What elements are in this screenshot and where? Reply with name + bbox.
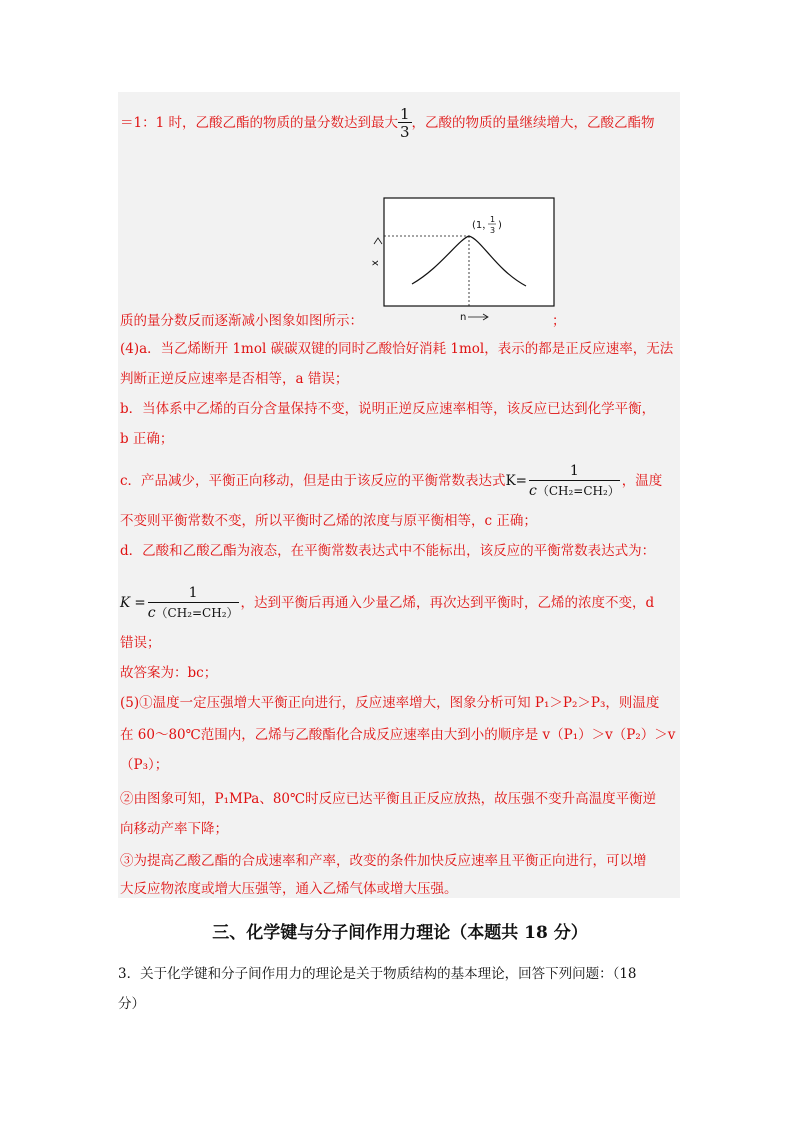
mole-fraction-graph [370,196,560,326]
equilibrium-k-symbol: K= [505,473,527,489]
question-3-line-1: 3．关于化学键和分子间作用力的理论是关于物质结构的基本理论，回答下列问题：（18 [118,966,637,982]
answer-line-19: 大反应物浓度或增大压强等，通入乙烯气体或增大压强。 [120,881,458,897]
fraction-denominator [529,481,620,501]
x-axis-label: n [460,312,467,323]
line-text: ＝1：1 时，乙酸乙酯的物质的量分数达到最大 [120,115,398,131]
line-text: ，温度 [621,473,663,489]
fraction-denominator: 3 [399,123,410,141]
answer-line-18: ③为提高乙酸乙酯的合成速率和产率，改变的条件加快反应速率且平衡正向进行，可以增 [120,853,647,869]
line-text: ； [552,313,566,329]
fraction-one-third [398,106,412,141]
answer-line-7 [120,462,662,501]
answer-line-2-tail [552,312,566,330]
max-point-label: (1， [472,220,493,231]
answer-line-10 [120,584,654,623]
equilibrium-constant-fraction [148,584,239,623]
max-point-fraction-denominator: 3 [490,226,496,235]
fraction-numerator: 1 [399,105,410,123]
fraction-denominator [148,603,239,623]
answer-line-11: 错误； [120,635,161,651]
max-point-close-paren: ) [498,220,502,231]
answer-line-2 [120,312,363,330]
answer-line-12: 故答案为：bc； [120,665,218,681]
max-point-fraction-numerator: 1 [490,215,496,224]
y-axis-label: x [370,260,381,266]
answer-line-14: 在 60～80℃范围内，乙烯与乙酸酯化合成反应速率由大到小的顺序是 v（P₁）＞v（P₂）＞v [120,727,676,743]
equilibrium-k-symbol: K = [120,595,146,611]
answer-line-15: （P₃）； [120,757,169,773]
answer-line-1 [120,106,655,141]
line-text: 质的量分数反而逐渐减小图象如图所示： [120,313,363,329]
answer-line-16: ②由图象可知，P₁MPa、80℃时反应已达平衡且正反应放热，故压强不变升高温度平衡逆 [120,791,657,807]
concentration-symbol: c [147,605,156,621]
ethylene-formula: （CH₂=CH₂） [536,484,620,498]
question-3-line-2: 分） [118,996,145,1012]
line-text: c．产品减少，平衡正向移动，但是由于该反应的平衡常数表达式 [120,473,506,489]
y-axis-arrow-icon [374,238,382,244]
answer-line-5: b．当体系中乙烯的百分含量保持不变，说明正逆反应速率相等，该反应已达到化学平衡， [120,401,656,417]
line-text: ，达到平衡后再通入少量乙烯，再次达到平衡时，乙烯的浓度不变，d [240,595,655,611]
fraction-numerator: 1 [529,462,620,481]
answer-line-3: (4)a．当乙烯断开 1mol 碳碳双键的同时乙酸恰好消耗 1mol，表示的都是正反应速率，无法 [120,341,674,357]
answer-line-17: 向移动产率下降； [120,821,228,837]
answer-line-6: b 正确； [120,431,174,447]
line-text: ，乙酸的物质的量继续增大，乙酸乙酯物 [411,115,655,131]
section-title: 三、化学键与分子间作用力理论（本题共 18 分） [212,923,588,943]
answer-line-4: 判断正逆反应速率是否相等，a 错误； [120,371,349,387]
equilibrium-constant-fraction [529,462,620,501]
concentration-symbol: c [528,483,537,499]
ethylene-formula: （CH₂=CH₂） [155,606,239,620]
answer-line-8: 不变则平衡常数不变，所以平衡时乙烯的浓度与原平衡相等，c 正确； [120,513,537,529]
answer-line-13: (5)①温度一定压强增大平衡正向进行，反应速率增大，图象分析可知 P₁＞P₂＞P₃，则温度 [120,695,660,711]
answer-line-9: d．乙酸和乙酸乙酯为液态，在平衡常数表达式中不能标出，该反应的平衡常数表达式为： [120,543,656,559]
fraction-numerator: 1 [148,584,239,603]
